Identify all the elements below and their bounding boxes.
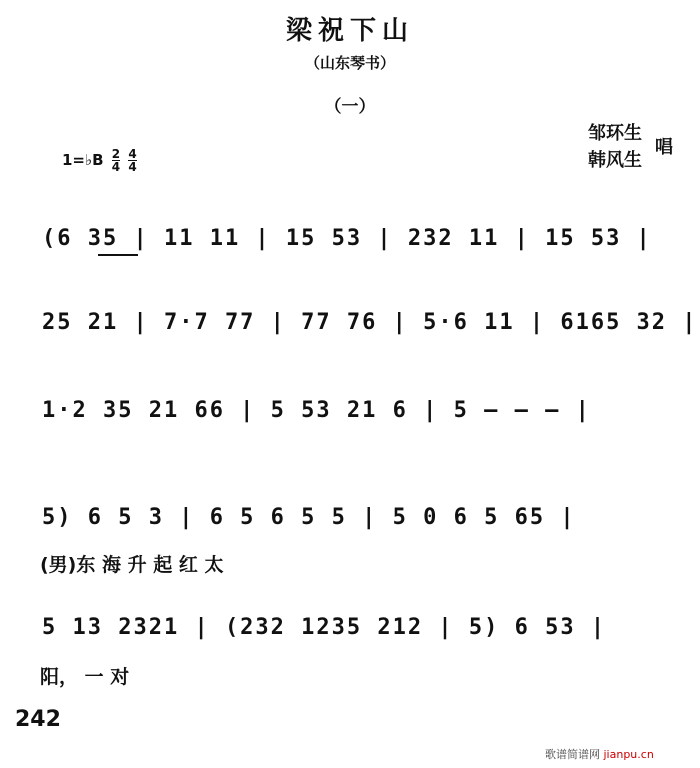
- meter-a-top: 2: [111, 147, 121, 161]
- section-number: （一）: [324, 97, 376, 117]
- singer-credits: [588, 120, 642, 174]
- song-subtitle: （山东琴书）: [304, 54, 395, 72]
- notation-row-4: 5) 6 5 3 | 6 5 6 5 5 | 5 0 6 5 65 |: [42, 505, 576, 530]
- notation-row-3: 1·2 35 21 66 | 5 53 21 6 | 5 — — — |: [42, 398, 591, 423]
- watermark-site: jianpu.cn: [603, 748, 654, 761]
- watermark: [545, 746, 654, 762]
- lyric-row-5: 阳， 一 对: [40, 666, 130, 688]
- meter-2-4: [112, 148, 120, 173]
- meter-a-bottom: 4: [111, 160, 121, 174]
- meter-b-top: 4: [128, 147, 137, 161]
- meter-4-4: [128, 148, 136, 173]
- lyric-row-4: (男)东 海 升 起 红 太: [40, 554, 224, 576]
- song-title: 梁祝下山: [285, 16, 414, 46]
- meter-b-bottom: 4: [128, 160, 137, 174]
- notation-row-1: (6 35 | 11 11 | 15 53 | 232 11 | 15 53 |: [42, 226, 652, 251]
- page-number: 242: [15, 707, 61, 732]
- key-text: 1=♭B: [62, 151, 104, 169]
- notation-row-5: 5 13 2321 | (232 1235 212 | 5) 6 53 |: [42, 615, 607, 640]
- key-signature: [62, 148, 137, 173]
- sing-verb: 唱: [655, 137, 673, 158]
- notation-row-2: 25 21 | 7·7 77 | 77 76 | 5·6 11 | 6165 32 |: [42, 310, 698, 335]
- singer-2: 韩风生: [588, 150, 642, 171]
- beam-line: [98, 254, 138, 256]
- watermark-text: 歌谱简谱网: [545, 748, 600, 761]
- singer-1: 邹环生: [588, 123, 642, 144]
